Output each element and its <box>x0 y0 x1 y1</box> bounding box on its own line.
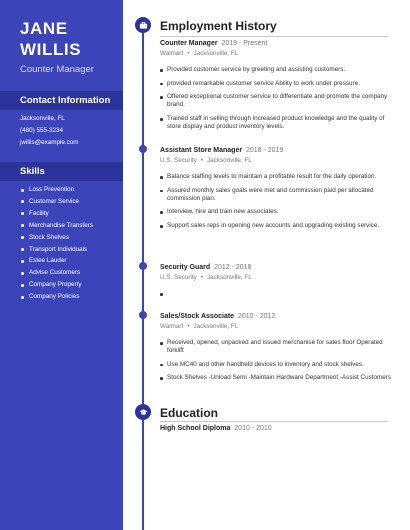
education-heading: Education <box>160 406 219 420</box>
job-entry: Sales/Stock Associate 2010 - 2012 Walmart • Jacksonville, FL Received, opened, unpacked and issued merchanise for sales floor Operated forklift Use MC40 and other handheld devices to inventory and stock shelves. Stock Shelves -Unload Semi -Maintain Hardware Department -Assist Customers <box>160 313 391 382</box>
contact-heading: Contact Information <box>0 91 123 110</box>
job-role: Sales/Stock Associate <box>160 313 235 320</box>
candidate-name <box>20 18 81 60</box>
divider <box>160 421 388 422</box>
sidebar <box>0 0 123 530</box>
job-location: Jacksonville, FL <box>193 50 239 57</box>
divider <box>160 36 388 37</box>
skill-item: Advise Customers <box>20 267 93 279</box>
briefcase-icon <box>135 17 151 33</box>
skills-list <box>20 184 93 303</box>
job-bullet: Assured monthly sales goals were met and commission paid per allocated commission plan. <box>160 187 392 204</box>
job-bullet: Stock Shelves -Unload Semi -Maintain Hardware Department -Assist Customers <box>160 374 392 382</box>
graduation-cap-icon <box>135 404 151 420</box>
skill-item: Transport Individuals <box>20 244 93 256</box>
contact-list <box>20 113 79 149</box>
job-dates: 2018 - 2019 <box>245 147 284 154</box>
job-company: Walmart <box>160 323 184 330</box>
first-name: JANE <box>20 19 68 38</box>
skills-heading: Skills <box>0 162 123 181</box>
job-bullets <box>160 339 392 383</box>
job-bullet: Balance staffing levels to maintain a profitable result for the daily operation. <box>160 173 392 181</box>
job-dates: 2010 - 2012 <box>237 313 276 320</box>
degree: High School Diploma <box>160 425 231 432</box>
job-entry: Counter Manager 2019 - Present Walmart • Jacksonville, FL Provided customer service by greeting and assisting customers. provided remarkable customer service Ability to work under pressure. Offered exceptional customer service to differentiate and promote the company brand. Trained staff in selling through increased product knowledge and the quality of store display and product inventory levels. <box>160 39 392 137</box>
job-entry: Security Guard 2012 - 2018 U.S. Security • Jacksonville, FL <box>160 263 392 304</box>
job-role: Assistant Store Manager <box>160 147 243 154</box>
job-role: Counter Manager <box>160 40 218 47</box>
skill-item: Loss Prevention <box>20 184 93 196</box>
job-company: Walmart <box>160 50 184 57</box>
job-dates: 2012 - 2018 <box>214 264 252 271</box>
skill-item: Company Property <box>20 279 93 291</box>
contact-phone[interactable]: (480) 555-3234 <box>20 127 64 134</box>
job-role: Security Guard <box>160 264 211 271</box>
job-bullets <box>160 290 392 298</box>
job-location: Jacksonville, FL <box>206 274 252 281</box>
job-bullet: Trained staff in selling through increased product knowledge and the quality of store display and product inventory levels. <box>160 115 392 132</box>
timeline-dot <box>139 311 147 319</box>
job-bullet: Use MC40 and other handheld devices to inventory and stock shelves. <box>160 361 392 369</box>
skill-item: Customer Service <box>20 196 93 208</box>
job-bullets <box>160 66 392 132</box>
skill-item: Estee Lauder <box>20 255 93 267</box>
job-company: U.S. Security <box>160 157 197 164</box>
job-bullet <box>160 290 392 298</box>
job-bullet: provided remarkable customer service Ability to work under pressure. <box>160 80 392 88</box>
job-bullet: Provided customer service by greeting and assisting customers. <box>160 66 392 74</box>
last-name: WILLIS <box>20 40 82 59</box>
timeline-line <box>142 24 144 530</box>
skill-item: Facility <box>20 208 93 220</box>
job-company: U.S. Security <box>160 274 197 281</box>
job-bullets <box>160 173 392 230</box>
job-location: Jacksonville, FL <box>206 157 252 164</box>
job-bullet: Interview, hire and train new associates. <box>160 208 392 216</box>
skill-item: Stock Shelves <box>20 232 93 244</box>
skill-item: Merchandise Transfers <box>20 220 93 232</box>
job-entry: Assistant Store Manager 2018 - 2019 U.S. Security • Jacksonville, FL Balance staffing levels to maintain a profitable result for the daily operation. Assured monthly sales goals were met and commission paid per allocated commission plan. Interview, hire and train new associates. Support sales reps in opening new accounts and upgrading existing service. <box>160 146 392 236</box>
contact-email[interactable]: jwillis@example.com <box>20 139 79 146</box>
education-dates: 2010 - 2010 <box>234 425 272 432</box>
job-title: Counter Manager <box>20 64 94 75</box>
contact-location: Jacksonville, FL <box>20 115 65 122</box>
job-dates: 2019 - Present <box>221 40 268 47</box>
job-bullet: Offered exceptional customer service to differentiate and promote the company brand. <box>160 93 392 110</box>
job-location: Jacksonville, FL <box>193 323 239 330</box>
employment-heading: Employment History <box>160 19 277 33</box>
skill-item: Company Policies <box>20 291 93 303</box>
job-bullet: Received, opened, unpacked and issued merchanise for sales floor Operated forklift <box>160 339 392 356</box>
timeline-dot <box>139 145 147 153</box>
job-bullet: Support sales reps in opening new accounts and upgrading existing service. <box>160 222 392 230</box>
timeline-dot <box>139 262 147 270</box>
education-entry <box>160 425 272 432</box>
